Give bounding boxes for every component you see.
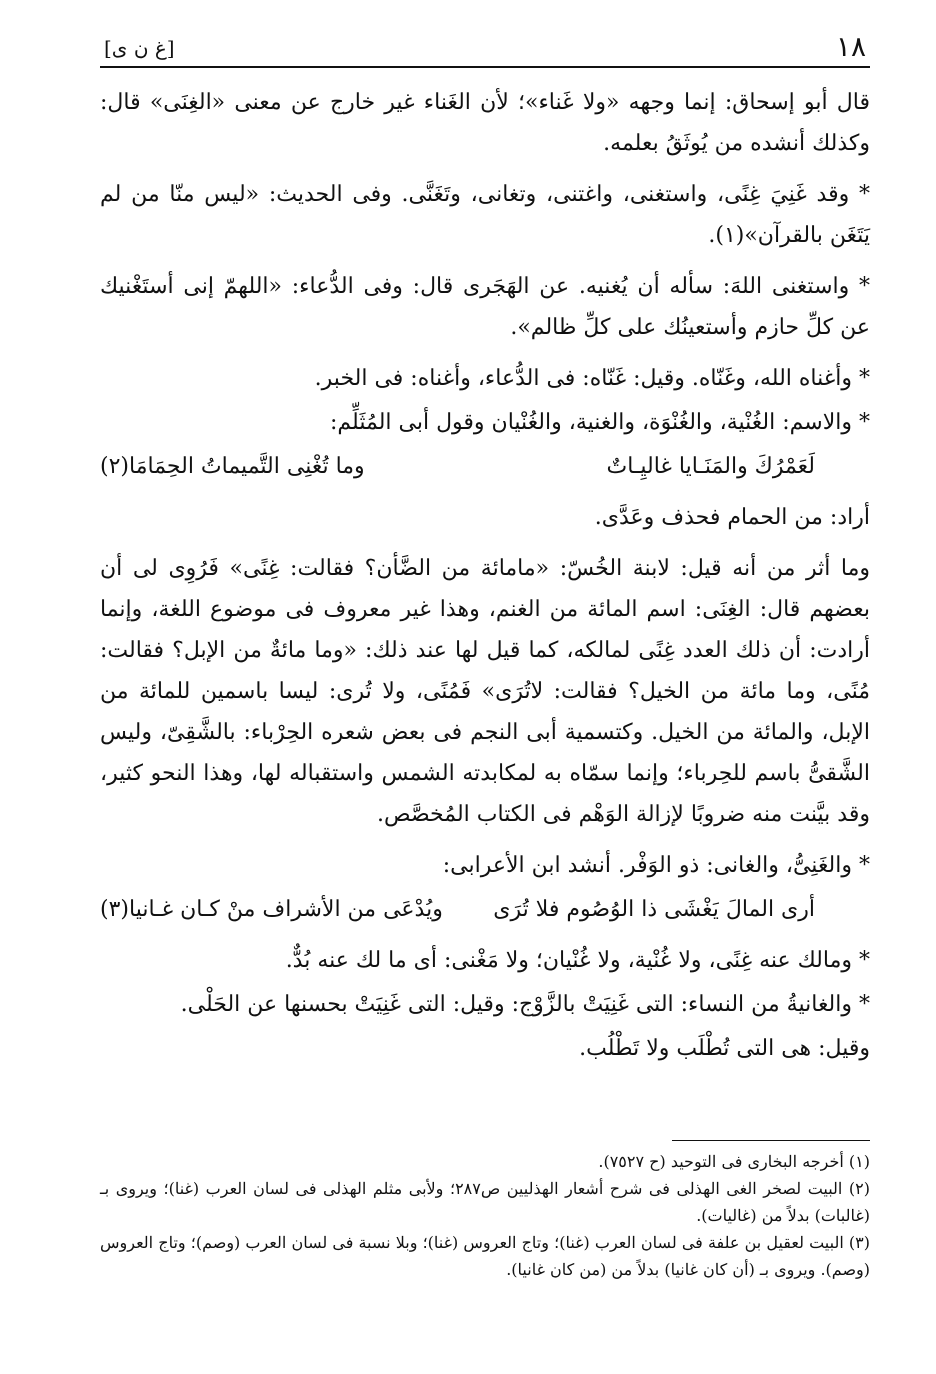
verse-second-hemistich: ويُدْعَى من الأشراف منْ كـان غـانيا(٣) bbox=[100, 897, 443, 922]
paragraph: * والغَنِىُّ، والغانى: ذو الوَفْر. أنشد ابن الأعرابى: bbox=[442, 853, 870, 878]
footnote-divider bbox=[672, 1140, 870, 1141]
paragraph: * والغانيةُ من النساء: التى غَنِيَتْ بالزَّوْج: وقيل: التى غَنِيَتْ بحسنها عن الحَلْى. bbox=[180, 992, 870, 1017]
paragraph: * وقد غَنِيَ غِنًى، واستغنى، واغتنى، وتغانى، وتَغَنَّى. وفى الحديث: «ليس منّا من لم يَتَغَن بالقرآن»(١). bbox=[100, 182, 870, 248]
paragraph: * وأغناه الله، وغَنّاه. وقيل: غَنّاه: فى الدُّعاء، وأغناه: فى الخبر. bbox=[314, 366, 870, 391]
verse-line bbox=[100, 889, 870, 930]
paragraph: * والاسم: الغُنْية، والغُنْوَة، والغنية، والغُنْيان وقول أبى المُثَلِّم: bbox=[330, 410, 870, 435]
page-header bbox=[100, 30, 870, 68]
verse-second-hemistich: وما تُغْنِى التَّميماتُ الحِمَامَا(٢) bbox=[100, 454, 365, 479]
footnotes bbox=[100, 1148, 870, 1283]
paragraph: * واستغنى اللهَ: سأله أن يُغنيه. عن الهَجَرى قال: وفى الدُّعاء: «اللهمّ إنى أستَغْنيك عن كلِّ حازم وأستعينُك على كلِّ ظالم». bbox=[100, 274, 870, 340]
footnote: (٢) البيت لصخر الغى الهذلى فى شرح أشعار الهذليين ص٢٨٧؛ ولأبى مثلم الهذلى فى لسان العرب (غنا)؛ ويروى بـ (غالبات) بدلاً من (غاليات). bbox=[100, 1179, 871, 1225]
paragraph: * ومالك عنه غِنًى، ولا غُنْية، ولا غُنْيان؛ ولا مَغْنى: أى ما لك عنه بُدٌّ. bbox=[285, 948, 870, 973]
paragraph: وما أثر من أنه قيل: لابنة الخُسّ: «مامائة من الضَّأن؟ فقالت: غِنًى» فَرُوِى لى أن بعضهم قال: الغِنَى: اسم المائة من الغنم، وهذا غير معروف فى موضوع اللغة، وإنما أرادت: أن ذلك العدد غِنًى لمالكه، كما قيل لها عند ذلك: «وما مائةٌ من الإبل؟ فقالت: مُنًى، وما مائة من الخيل؟ فقالت: لاتُرَى» فَمُنًى، ولا تُرى: ليسا باسمين للمائة من الإبل، والمائة من الخيل. وكتسمية أبى النجم فى بعض شعره الحِرْباء: بالشَّقِىّ، وليس الشَّقىُّ باسم للحِرباء؛ وإنما سمّاه به لمكابدته الشمس واستقباله لها، وهذا النحو كثير، وقد بيَّنت منه ضروبًا لإزالة الوَهْم فى الكتاب المُخصَّص. bbox=[100, 556, 870, 827]
footnote: (٣) البيت لعقيل بن علفة فى لسان العرب (غنا)؛ وتاج العروس (غنا)؛ وبلا نسبة فى لسان العرب (وصم)؛ وتاج العروس (وصم). ويروى بـ (أن كان غانيا) بدلاً من (من كان غانيا). bbox=[100, 1233, 870, 1279]
footnote: (١) أخرجه البخارى فى التوحيد (ح ٧٥٢٧). bbox=[598, 1152, 870, 1171]
verse-first-hemistich: لَعَمْرُكَ والمَنَـايا غاليِـاتٌ bbox=[606, 454, 815, 479]
paragraph: أراد: من الحمام فحذف وعَدَّى. bbox=[594, 505, 870, 530]
paragraph: وقيل: هى التى تُطْلَب ولا تَطْلُب. bbox=[579, 1036, 870, 1061]
root-letters: [غ ن ى] bbox=[104, 36, 175, 60]
page-number: ١٨ bbox=[835, 30, 866, 63]
verse-first-hemistich: أرى المالَ يَغْشَى ذا الوُصُوم فلا تُرَى bbox=[493, 897, 815, 922]
paragraph: قال أبو إسحاق: إنما وجهه «ولا غَناء»؛ لأن الغَناء غير خارج عن معنى «الغِنَى» قال: وكذلك أنشده من يُوثَقُ بعلمه. bbox=[100, 90, 870, 156]
verse-line bbox=[100, 446, 870, 487]
main-text bbox=[100, 82, 870, 1072]
